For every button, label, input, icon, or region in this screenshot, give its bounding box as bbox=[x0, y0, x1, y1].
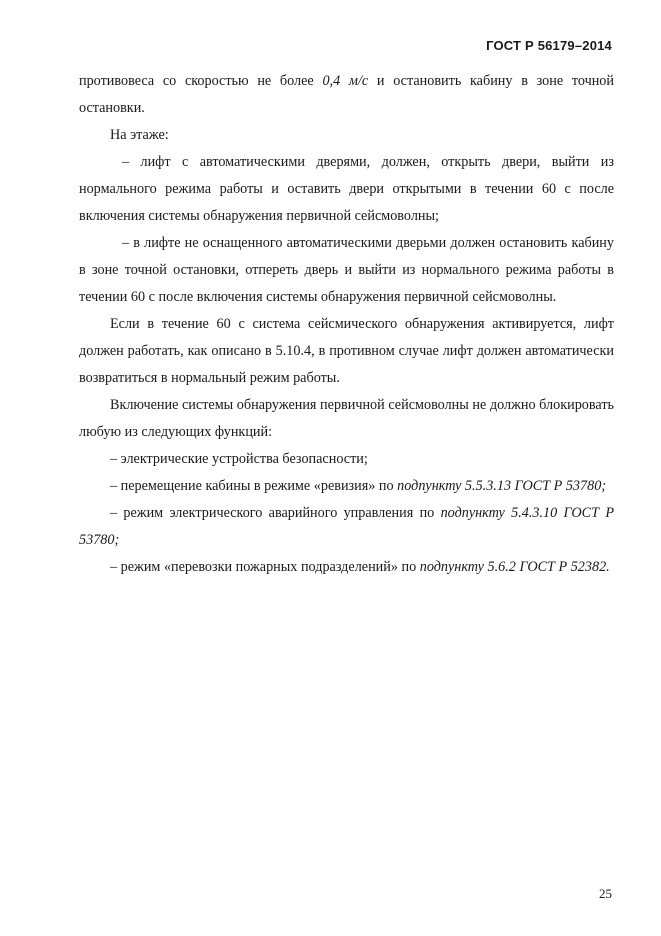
list-item bbox=[79, 473, 614, 500]
paragraph-on-floor: На этаже: bbox=[110, 127, 169, 143]
list-item-text: – электрические устройства безопасности; bbox=[110, 451, 368, 467]
list-item-text: – режим «перевозки пожарных подразделений» по bbox=[110, 559, 420, 575]
paragraph-text: и остановить кабину в зоне точной остановки. bbox=[79, 73, 614, 116]
paragraph-continuation bbox=[79, 68, 614, 122]
page-number: 25 bbox=[599, 886, 612, 901]
standard-reference: подпункту 5.5.3.13 ГОСТ Р 53780 bbox=[397, 478, 602, 494]
list-item bbox=[79, 500, 614, 554]
list-item bbox=[79, 446, 614, 473]
paragraph-auto-doors: – лифт с автоматическими дверями, должен, открыть двери, выйти из нормального режима работы и оставить двери открытыми в течении 60 с после включения системы обнаружения первичной сейсмоволны; bbox=[79, 154, 614, 224]
standard-reference: подпункту 5.4.3.10 ГОСТ Р 53780 bbox=[79, 505, 614, 548]
paragraph-seismic-activation: Если в течение 60 с система сейсмического обнаружения активируется, лифт должен работать, как описано в 5.10.4, в противном случае лифт должен автоматически возвратиться в нормальный режим работы. bbox=[79, 316, 614, 386]
list-item-punctuation: ; bbox=[601, 478, 607, 494]
list-item-punctuation: ; bbox=[114, 532, 120, 548]
paragraph-text: противовеса со скоростью не более bbox=[79, 73, 323, 89]
list-item-text: – режим электрического аварийного управления по bbox=[110, 505, 441, 521]
speed-value: 0,4 м/с bbox=[322, 73, 369, 89]
standard-reference: подпункту 5.6.2 ГОСТ Р 52382 bbox=[419, 559, 607, 575]
document-body bbox=[79, 68, 614, 581]
list-item-text: – перемещение кабины в режиме «ревизия» по bbox=[110, 478, 398, 494]
list-item bbox=[79, 554, 614, 581]
paragraph-functions-intro: Включение системы обнаружения первичной сейсмоволны не должно блокировать любую из следующих функций: bbox=[79, 397, 614, 440]
paragraph-manual-doors: – в лифте не оснащенного автоматическими дверьми должен остановить кабину в зоне точной остановки, отпереть дверь и выйти из нормального режима работы в течении 60 с после включения системы обнаружения первичной сейсмоволны. bbox=[79, 235, 614, 305]
list-item-punctuation: . bbox=[606, 559, 610, 575]
document-header-code: ГОСТ Р 56179–2014 bbox=[486, 38, 612, 53]
